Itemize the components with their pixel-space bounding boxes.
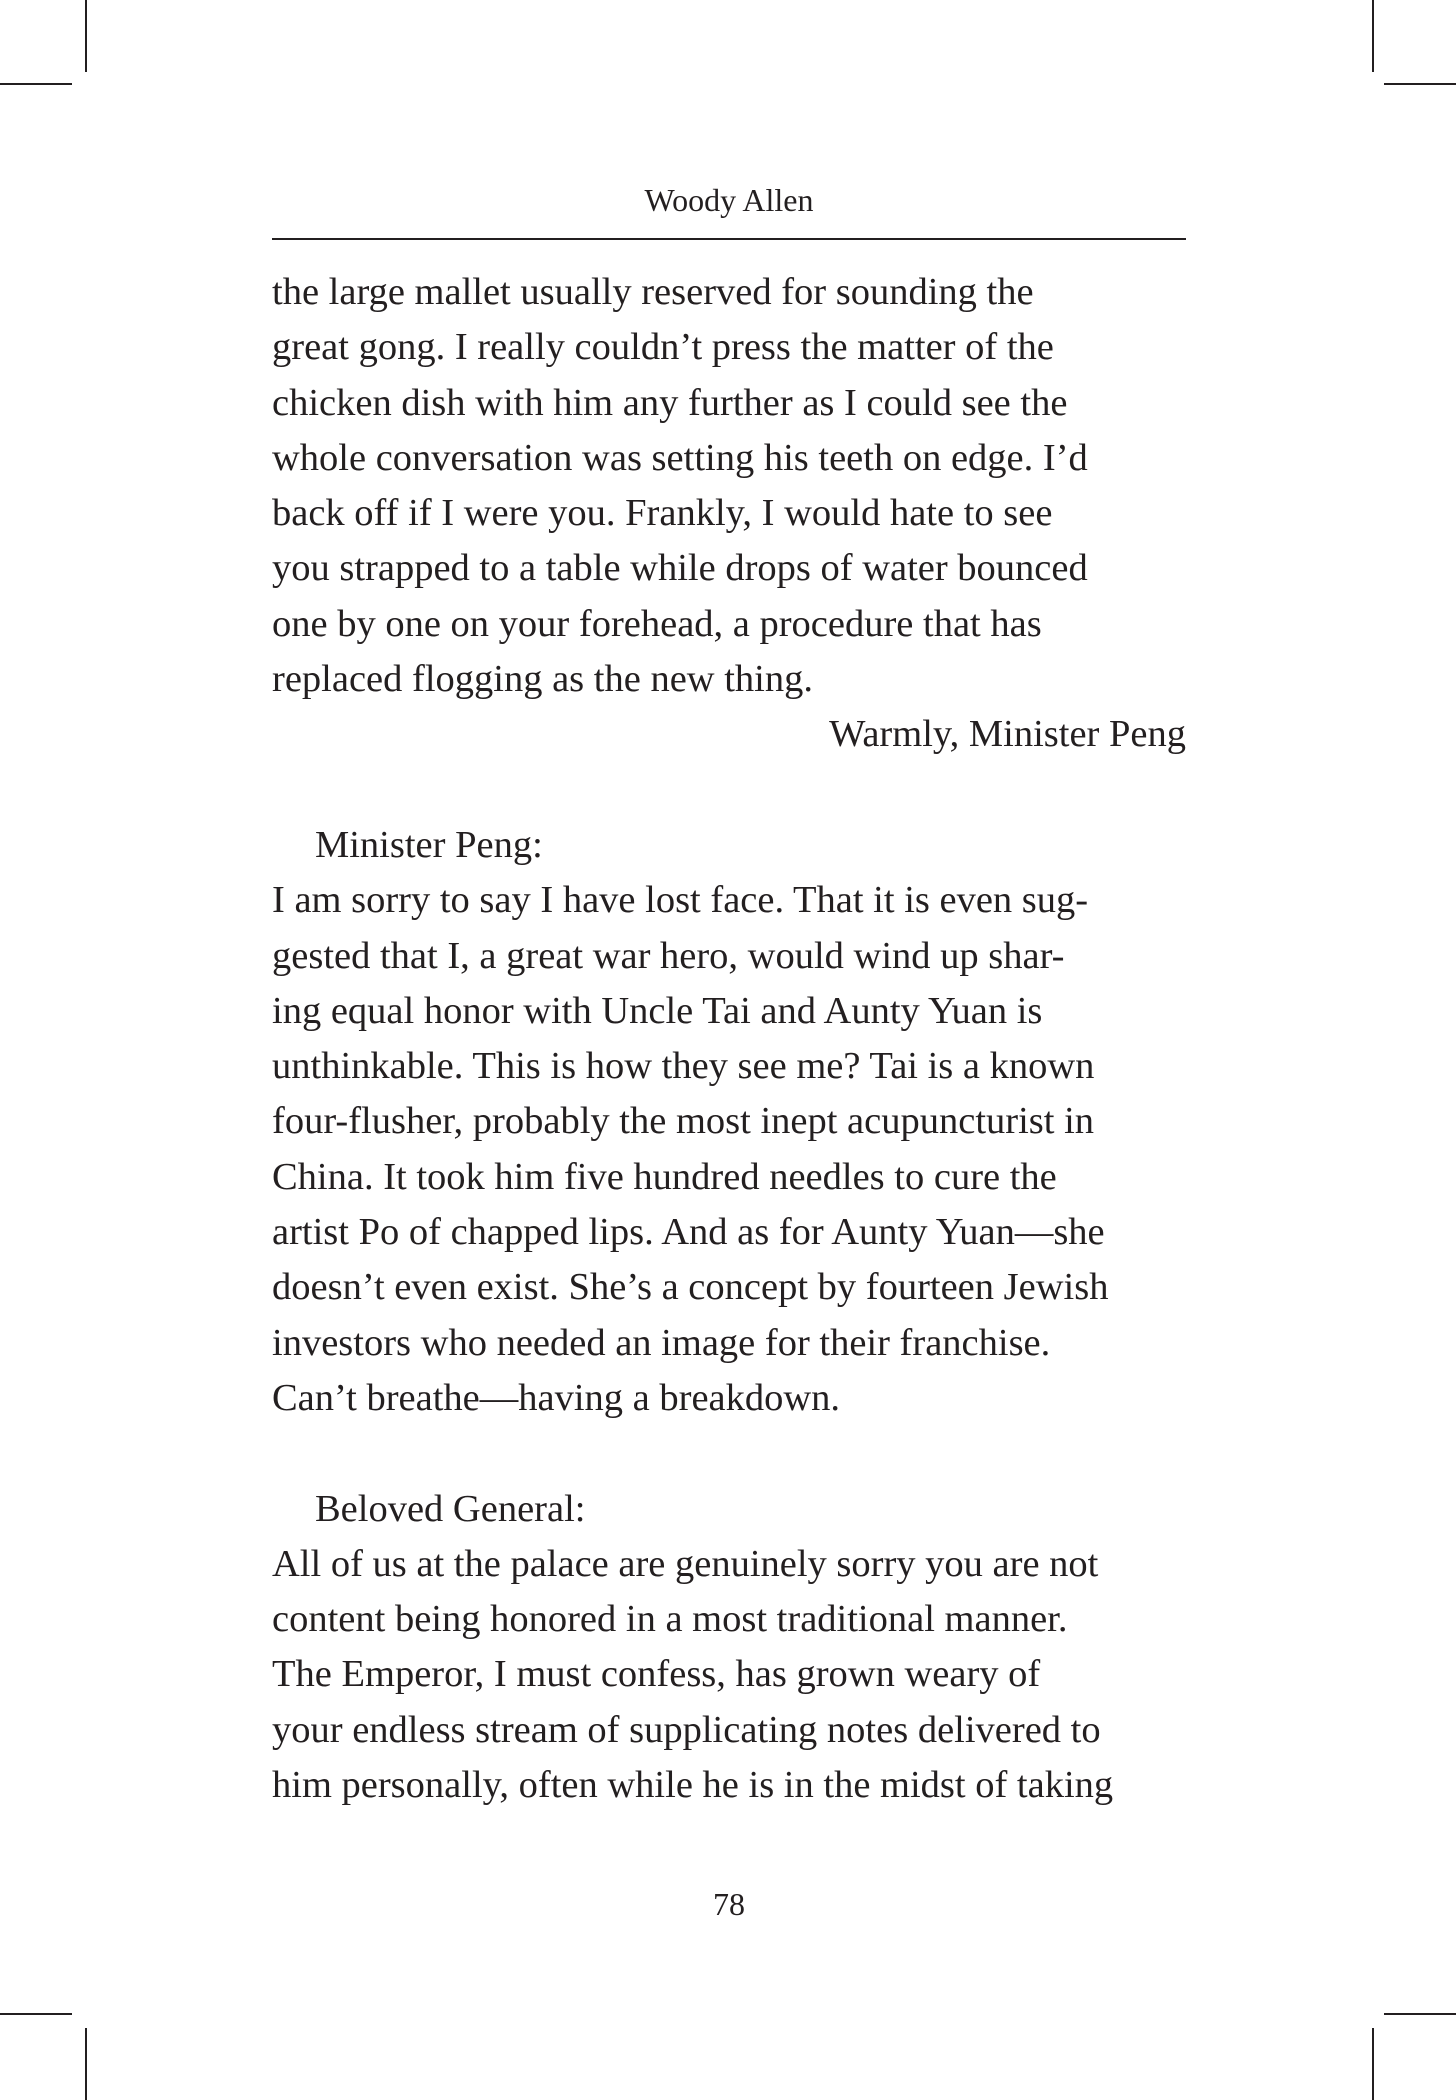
page-body (272, 265, 1186, 1813)
running-head: Woody Allen (644, 182, 814, 218)
text-line: the large mallet usually reserved for sounding the (272, 271, 1034, 313)
text-line: I am sorry to say I have lost face. That it is even sug- (272, 879, 1089, 922)
crop-mark-bottom-right-horizontal (1384, 2013, 1456, 2015)
text-line: your endless stream of supplicating notes delivered to (272, 1708, 1101, 1751)
letter-salutation: Minister Peng: (315, 823, 543, 866)
section-gap (272, 763, 1186, 818)
paragraph-2 (272, 873, 1186, 1426)
crop-mark-top-left-horizontal (0, 83, 72, 85)
text-line: you strapped to a table while drops of water bounced (272, 547, 1088, 590)
crop-mark-top-right-vertical (1372, 0, 1374, 72)
paragraph-3 (272, 1537, 1186, 1813)
text-line: The Emperor, I must confess, has grown weary of (272, 1653, 1041, 1696)
text-line: back off if I were you. Frankly, I would hate to see (272, 492, 1053, 535)
text-line: investors who needed an image for their franchise. (272, 1321, 1051, 1364)
paragraph-1 (272, 265, 1186, 707)
text-line: replaced flogging as the new thing. (272, 658, 813, 701)
header-rule (272, 238, 1186, 240)
crop-mark-top-left-vertical (85, 0, 87, 72)
crop-mark-bottom-right-vertical (1372, 2028, 1374, 2100)
text-line: doesn’t even exist. She’s a concept by fourteen Jewish (272, 1266, 1109, 1309)
text-line: him personally, often while he is in the midst of taking (272, 1764, 1114, 1807)
letter-signoff: Warmly, Minister Peng (829, 713, 1186, 756)
text-line: content being honored in a most traditional manner. (272, 1598, 1068, 1641)
text-line: whole conversation was setting his teeth on edge. I’d (272, 436, 1088, 479)
text-line: unthinkable. This is how they see me? Tai is a known (272, 1045, 1095, 1088)
text-line: Can’t breathe—having a breakdown. (272, 1376, 841, 1419)
text-line: chicken dish with him any further as I could see the (272, 381, 1068, 424)
text-line: gested that I, a great war hero, would wind up shar- (272, 934, 1065, 977)
text-line: All of us at the palace are genuinely sorry you are not (272, 1542, 1099, 1585)
text-line: great gong. I really couldn’t press the matter of the (272, 326, 1054, 369)
text-line: ing equal honor with Uncle Tai and Aunty Yuan is (272, 989, 1043, 1032)
crop-mark-top-right-horizontal (1384, 83, 1456, 85)
crop-mark-bottom-left-vertical (85, 2028, 87, 2100)
text-line: four-flusher, probably the most inept acupuncturist in (272, 1100, 1095, 1143)
page-number: 78 (713, 1886, 745, 1922)
text-line: one by one on your forehead, a procedure that has (272, 602, 1042, 645)
text-line: artist Po of chapped lips. And as for Aunty Yuan—she (272, 1211, 1105, 1254)
letter-salutation: Beloved General: (315, 1487, 586, 1530)
section-gap (272, 1426, 1186, 1481)
text-line: China. It took him five hundred needles to cure the (272, 1155, 1057, 1198)
crop-mark-bottom-left-horizontal (0, 2013, 72, 2015)
